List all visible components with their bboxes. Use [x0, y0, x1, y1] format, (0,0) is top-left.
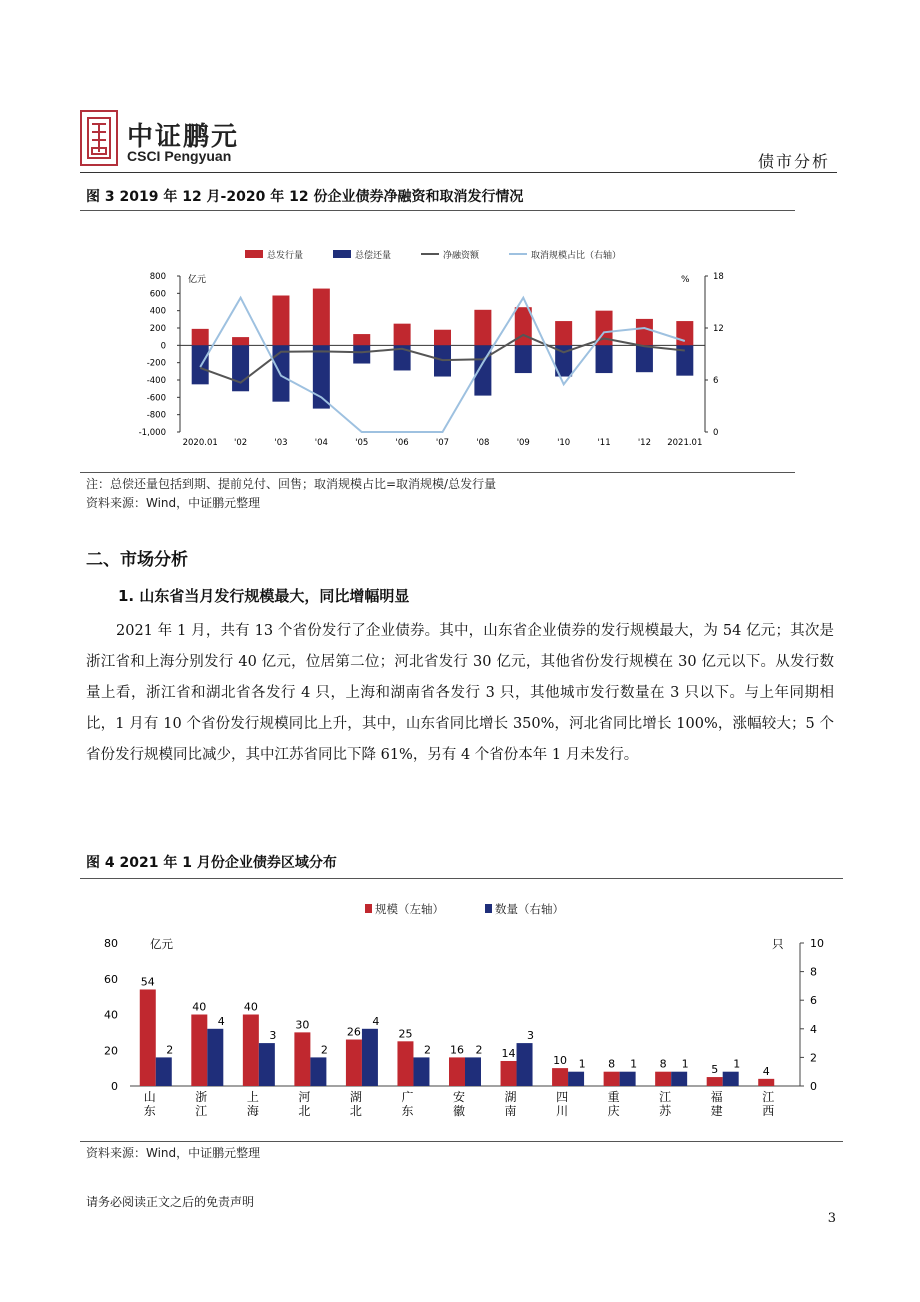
figure3-source: 资料来源：Wind，中证鹏元整理 — [86, 496, 261, 510]
figure4-top-rule — [80, 878, 843, 879]
left-tick-label: 0 — [111, 1080, 118, 1093]
bar — [232, 345, 249, 391]
bar-scale — [140, 989, 156, 1086]
right-tick-label: 10 — [810, 937, 824, 950]
bar-scale — [604, 1072, 620, 1086]
right-tick-label: 8 — [810, 965, 817, 979]
x-tick-label: 北 — [349, 1104, 362, 1118]
left-tick-label: 0 — [160, 341, 166, 352]
x-tick-label: 北 — [298, 1104, 311, 1118]
figure3-note: 注：总偿还量包括到期、提前兑付、回售；取消规模占比=取消规模/总发行量 — [86, 477, 497, 491]
x-tick-label: 广 — [401, 1090, 414, 1104]
right-tick-label: 18 — [713, 272, 724, 282]
left-tick-label: 600 — [149, 289, 166, 300]
legend-label: 规模（左轴） — [375, 902, 444, 916]
body-paragraph: 2021 年 1 月，共有 13 个省份发行了企业债券。其中，山东省企业债券的发行规模最大，为 54 亿元；其次是浙江省和上海分别发行 40 亿元，位居第二位；河北省发行 30 亿元，其他省份发行规模在 30 亿元以下。从发行数量上看，浙江省和湖北省各发行 4 只，上海和湖南省各发行 3 只，其他城市发行数量在 3 只以下。与上年同期相比，1 月有 10 个省份发行规模同比上升，其中，山东省同比增长 350%，河北省同比增长 100%，涨幅较大；5 个省份发行规模同比减少，其中江苏省同比下降 61%，另有 4 个省份本年 1 月未发行。 — [86, 623, 834, 763]
left-tick-label: 60 — [104, 972, 118, 986]
figure3-top-rule — [80, 210, 795, 211]
x-tick-label: 徽 — [452, 1104, 466, 1118]
x-tick-label: '02 — [233, 438, 248, 448]
legend-swatch — [245, 250, 263, 258]
figure4-bottom-rule — [80, 1141, 843, 1142]
bar-scale — [501, 1061, 517, 1086]
x-tick-label: 江 — [195, 1104, 208, 1118]
logo-english: CSCI Pengyuan — [127, 148, 232, 164]
figure4-source: 资料来源：Wind，中证鹏元整理 — [86, 1146, 261, 1160]
data-label: 40 — [192, 1000, 207, 1014]
section-tag: 债市分析 — [757, 152, 830, 171]
data-label: 1 — [630, 1057, 638, 1071]
x-tick-label: 东 — [143, 1104, 156, 1118]
bar-scale — [449, 1057, 465, 1086]
data-label: 1 — [578, 1057, 586, 1071]
data-label: 2 — [320, 1043, 328, 1057]
left-tick-label: 800 — [149, 272, 166, 282]
right-tick-label: 4 — [810, 1022, 817, 1036]
x-tick-label: '10 — [557, 438, 571, 448]
x-tick-label: 江 — [762, 1090, 775, 1104]
x-tick-label: 2021.01 — [667, 438, 703, 448]
bar-count — [517, 1043, 533, 1086]
x-tick-label: '07 — [435, 438, 450, 448]
bar-count — [568, 1072, 584, 1086]
bar — [232, 337, 249, 345]
bar-count — [671, 1072, 687, 1086]
right-tick-label: 2 — [810, 1051, 817, 1065]
bar-count — [362, 1029, 378, 1086]
section-subheading: 1. 山东省当月发行规模最大，同比增幅明显 — [118, 587, 410, 605]
legend-swatch — [485, 904, 492, 913]
page-number: 3 — [827, 1211, 836, 1226]
bar-count — [723, 1072, 739, 1086]
bar-count — [620, 1072, 636, 1086]
figure3-bottom-rule — [80, 472, 795, 473]
data-label: 8 — [659, 1057, 667, 1071]
left-tick-label: -400 — [146, 376, 166, 386]
bar — [192, 329, 209, 345]
data-label: 2 — [166, 1043, 174, 1057]
x-tick-label: 南 — [504, 1104, 517, 1118]
bar — [434, 330, 451, 346]
bar — [192, 345, 209, 384]
left-axis-unit: 亿元 — [150, 937, 173, 951]
data-label: 4 — [372, 1014, 380, 1028]
bar — [394, 324, 411, 346]
x-tick-label: 湖 — [349, 1090, 362, 1104]
right-tick-label: 12 — [713, 324, 724, 334]
bar — [555, 321, 572, 345]
x-tick-label: '08 — [476, 438, 490, 448]
legend-swatch — [333, 250, 351, 258]
x-tick-label: 海 — [246, 1104, 259, 1118]
bar — [636, 319, 653, 345]
bar — [313, 289, 330, 346]
x-tick-label: 苏 — [659, 1104, 672, 1118]
left-tick-label: -800 — [146, 410, 166, 421]
left-tick-label: 40 — [104, 1008, 118, 1022]
bar — [272, 296, 289, 346]
x-tick-label: '06 — [395, 438, 409, 448]
data-label: 26 — [346, 1025, 361, 1039]
bar-scale — [758, 1079, 774, 1086]
data-label: 8 — [608, 1057, 616, 1071]
data-label: 2 — [423, 1043, 431, 1057]
bar-count — [156, 1057, 172, 1086]
bar — [515, 345, 532, 373]
x-tick-label: 四 — [556, 1090, 569, 1104]
section-heading: 二、市场分析 — [86, 550, 188, 570]
x-tick-label: 庆 — [607, 1104, 620, 1118]
data-label: 16 — [450, 1043, 464, 1057]
legend-swatch — [365, 904, 372, 913]
data-label: 1 — [681, 1057, 689, 1071]
x-tick-label: 江 — [659, 1090, 672, 1104]
legend-label: 数量（右轴） — [495, 902, 564, 916]
x-tick-label: 上 — [246, 1090, 259, 1104]
data-label: 4 — [217, 1014, 225, 1028]
data-label: 4 — [762, 1064, 770, 1078]
x-tick-label: 2020.01 — [182, 438, 218, 448]
bar-scale — [397, 1041, 413, 1086]
logo-chinese: 中证鹏元 — [127, 122, 240, 152]
bar — [353, 345, 370, 363]
data-label: 25 — [398, 1027, 413, 1041]
data-label: 54 — [140, 975, 155, 989]
x-tick-label: 东 — [401, 1104, 414, 1118]
left-axis-unit: 亿元 — [188, 275, 207, 285]
left-tick-label: 20 — [104, 1044, 118, 1058]
data-label: 3 — [527, 1029, 535, 1043]
bar-count — [310, 1057, 326, 1086]
data-label: 3 — [269, 1029, 277, 1043]
x-tick-label: 福 — [710, 1090, 723, 1104]
logo-seal-icon — [80, 110, 118, 166]
x-tick-label: '04 — [314, 438, 328, 448]
bar-count — [413, 1057, 429, 1086]
bar-scale — [655, 1072, 671, 1086]
bar-scale — [552, 1068, 568, 1086]
legend-label: 取消规模占比（右轴） — [531, 251, 622, 261]
left-tick-label: -600 — [146, 393, 166, 404]
x-tick-label: '12 — [637, 438, 652, 448]
bar-scale — [243, 1015, 259, 1087]
x-tick-label: 建 — [710, 1104, 723, 1118]
x-tick-label: 湖 — [504, 1090, 517, 1104]
x-tick-label: 重 — [607, 1090, 620, 1104]
right-tick-label: 6 — [713, 376, 719, 386]
bar-scale — [191, 1015, 207, 1087]
x-tick-label: '05 — [355, 438, 369, 448]
bar — [474, 310, 491, 346]
bar-count — [207, 1029, 223, 1086]
left-tick-label: 400 — [149, 306, 166, 317]
bar — [676, 321, 693, 345]
left-tick-label: 80 — [104, 937, 118, 950]
x-tick-label: '03 — [274, 438, 288, 448]
x-tick-label: 河 — [298, 1090, 311, 1104]
legend-label: 总发行量 — [267, 251, 304, 261]
x-tick-label: 西 — [762, 1104, 775, 1118]
data-label: 5 — [711, 1063, 719, 1077]
figure3-title: 图 3 2019 年 12 月-2020 年 12 份企业债券净融资和取消发行情况 — [86, 189, 524, 205]
data-label: 10 — [553, 1054, 568, 1068]
bar — [313, 345, 330, 408]
x-tick-label: 山 — [143, 1090, 156, 1104]
bar — [596, 345, 613, 373]
header-divider — [80, 172, 837, 173]
legend-label: 净融资额 — [443, 251, 480, 261]
data-label: 2 — [475, 1043, 483, 1057]
figure3-chart — [80, 235, 800, 460]
right-tick-label: 0 — [713, 428, 719, 438]
bar — [636, 345, 653, 372]
left-tick-label: -200 — [146, 358, 166, 369]
x-tick-label: 浙 — [195, 1090, 208, 1104]
left-tick-label: -1,000 — [138, 428, 166, 438]
right-tick-label: 0 — [810, 1080, 817, 1093]
x-tick-label: '09 — [516, 438, 530, 448]
bar-scale — [294, 1032, 310, 1086]
bar-scale — [707, 1077, 723, 1086]
x-tick-label: '11 — [597, 438, 611, 448]
x-tick-label: 安 — [452, 1090, 466, 1104]
right-tick-label: 6 — [810, 994, 817, 1008]
right-axis-unit: 只 — [772, 937, 784, 951]
bar-count — [259, 1043, 275, 1086]
data-label: 30 — [295, 1018, 310, 1032]
bar — [353, 334, 370, 345]
right-axis-unit: % — [681, 275, 690, 285]
legend-label: 总偿还量 — [355, 251, 392, 261]
bar-scale — [346, 1040, 362, 1086]
data-label: 14 — [501, 1046, 516, 1060]
x-tick-label: 川 — [556, 1104, 569, 1118]
figure4-title: 图 4 2021 年 1 月份企业债券区域分布 — [86, 855, 337, 871]
data-label: 1 — [733, 1057, 741, 1071]
bar-count — [465, 1057, 481, 1086]
figure4-chart — [80, 893, 840, 1123]
left-tick-label: 200 — [149, 324, 166, 334]
data-label: 40 — [243, 1000, 258, 1014]
disclaimer: 请务必阅读正文之后的免责声明 — [86, 1195, 255, 1209]
